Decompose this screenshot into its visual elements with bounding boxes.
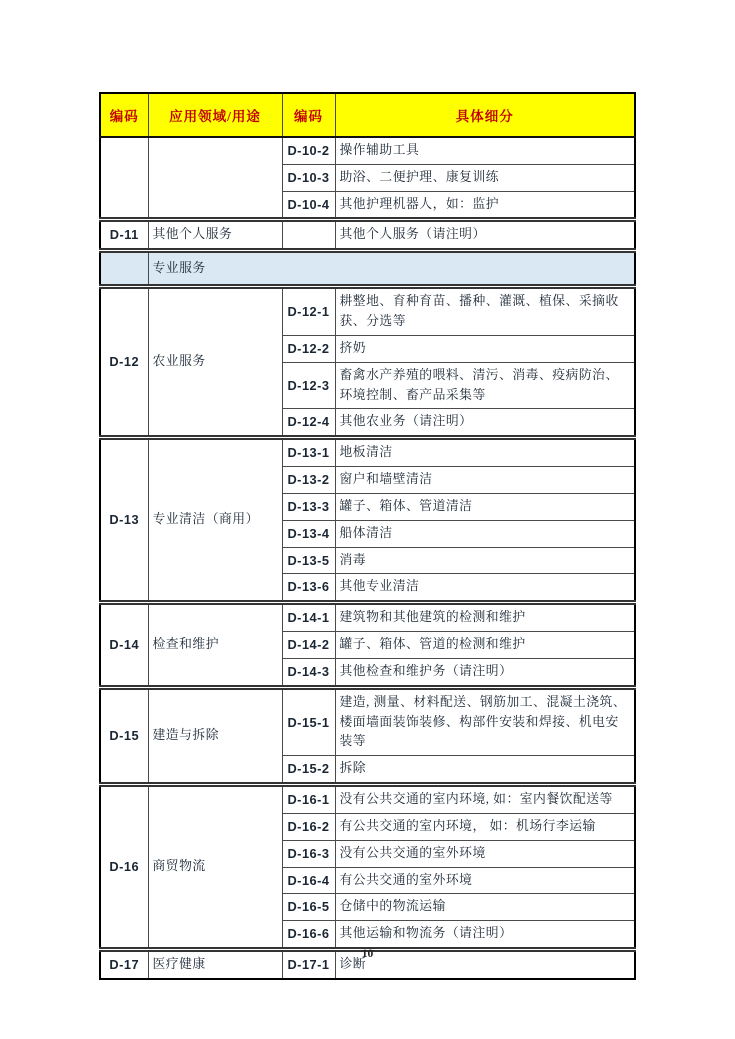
- detail-cell: 其他检查和维护务（请注明）: [335, 658, 635, 687]
- page-number: 10: [361, 948, 374, 960]
- group-code-cell: D-15: [100, 687, 148, 784]
- detail-cell: 挤奶: [335, 335, 635, 362]
- table-row: [100, 438, 635, 467]
- sub-code-cell: D-10-2: [282, 137, 335, 164]
- group-code-cell: D-16: [100, 785, 148, 950]
- detail-cell: 其他护理机器人，如：监护: [335, 191, 635, 220]
- detail-cell: 没有公共交通的室外环境: [335, 840, 635, 867]
- sub-code-cell: D-16-1: [282, 785, 335, 814]
- category-cell: 医疗健康: [148, 950, 282, 979]
- group-code-cell: D-12: [100, 287, 148, 438]
- table-row: [100, 287, 635, 336]
- header-application-field: 应用领域/用途: [148, 93, 282, 137]
- detail-cell: 窗户和墙壁清洁: [335, 467, 635, 494]
- sub-code-cell: [282, 220, 335, 251]
- category-cell: 专业清洁（商用）: [148, 438, 282, 603]
- group-code-cell: D-13: [100, 438, 148, 603]
- detail-cell: 有公共交通的室外环境: [335, 867, 635, 894]
- sub-code-cell: D-13-2: [282, 467, 335, 494]
- category-cell: 商贸物流: [148, 785, 282, 950]
- sub-code-cell: D-16-6: [282, 921, 335, 950]
- section-row: [100, 251, 635, 287]
- sub-code-cell: D-16-2: [282, 813, 335, 840]
- sub-code-cell: D-12-3: [282, 362, 335, 409]
- section-title-cell: 专业服务: [148, 251, 635, 287]
- header-detail: 具体细分: [335, 93, 635, 137]
- sub-code-cell: D-13-6: [282, 574, 335, 603]
- category-cell: [148, 137, 282, 220]
- detail-cell: 有公共交通的室内环境， 如：机场行李运输: [335, 813, 635, 840]
- sub-code-cell: D-13-1: [282, 438, 335, 467]
- table-header-row: [100, 93, 635, 137]
- detail-cell: 罐子、箱体、管道清洁: [335, 493, 635, 520]
- sub-code-cell: D-15-2: [282, 756, 335, 785]
- sub-code-cell: D-13-4: [282, 520, 335, 547]
- table-row: [100, 785, 635, 814]
- sub-code-cell: D-16-3: [282, 840, 335, 867]
- sub-code-cell: D-10-4: [282, 191, 335, 220]
- detail-cell: 耕整地、育种育苗、播种、灌溉、植保、采摘收获、分选等: [335, 287, 635, 336]
- detail-cell: 没有公共交通的室内环境, 如：室内餐饮配送等: [335, 785, 635, 814]
- detail-cell: 拆除: [335, 756, 635, 785]
- sub-code-cell: D-13-5: [282, 547, 335, 574]
- group-code-cell: D-11: [100, 220, 148, 251]
- detail-cell: 助浴、二便护理、康复训练: [335, 164, 635, 191]
- category-cell: 检查和维护: [148, 603, 282, 687]
- group-code-cell: D-17: [100, 950, 148, 979]
- group-code-cell: [100, 137, 148, 220]
- detail-cell: 其他个人服务（请注明）: [335, 220, 635, 251]
- sub-code-cell: D-14-3: [282, 658, 335, 687]
- sub-code-cell: D-12-4: [282, 409, 335, 438]
- sub-code-cell: D-10-3: [282, 164, 335, 191]
- classification-table: [99, 92, 636, 980]
- table-row: [100, 220, 635, 251]
- sub-code-cell: D-14-2: [282, 632, 335, 659]
- detail-cell: 仓储中的物流运输: [335, 894, 635, 921]
- table-row: [100, 687, 635, 755]
- detail-cell: 消毒: [335, 547, 635, 574]
- detail-cell: 诊断: [335, 950, 635, 979]
- sub-code-cell: D-16-4: [282, 867, 335, 894]
- header-code: 编码: [100, 93, 148, 137]
- detail-cell: 船体清洁: [335, 520, 635, 547]
- detail-cell: 其他运输和物流务（请注明）: [335, 921, 635, 950]
- detail-cell: 建造, 测量、材料配送、钢筋加工、混凝土浇筑、楼面墙面装饰装修、构部件安装和焊接、机电安装等: [335, 687, 635, 755]
- section-left-cell: [100, 251, 148, 287]
- table-body: [100, 137, 635, 979]
- detail-cell: 其他农业务（请注明）: [335, 409, 635, 438]
- detail-cell: 其他专业清洁: [335, 574, 635, 603]
- detail-cell: 建筑物和其他建筑的检测和维护: [335, 603, 635, 632]
- sub-code-cell: D-12-2: [282, 335, 335, 362]
- sub-code-cell: D-14-1: [282, 603, 335, 632]
- sub-code-cell: D-13-3: [282, 493, 335, 520]
- header-subcode: 编码: [282, 93, 335, 137]
- group-code-cell: D-14: [100, 603, 148, 687]
- category-cell: 其他个人服务: [148, 220, 282, 251]
- sub-code-cell: D-15-1: [282, 687, 335, 755]
- detail-cell: 罐子、箱体、管道的检测和维护: [335, 632, 635, 659]
- detail-cell: 畜禽水产养殖的喂料、清污、消毒、疫病防治、环境控制、畜产品采集等: [335, 362, 635, 409]
- detail-cell: 地板清洁: [335, 438, 635, 467]
- table-row: [100, 137, 635, 164]
- table-row: [100, 603, 635, 632]
- sub-code-cell: D-12-1: [282, 287, 335, 336]
- detail-cell: 操作辅助工具: [335, 137, 635, 164]
- sub-code-cell: D-17-1: [282, 950, 335, 979]
- category-cell: 农业服务: [148, 287, 282, 438]
- category-cell: 建造与拆除: [148, 687, 282, 784]
- sub-code-cell: D-16-5: [282, 894, 335, 921]
